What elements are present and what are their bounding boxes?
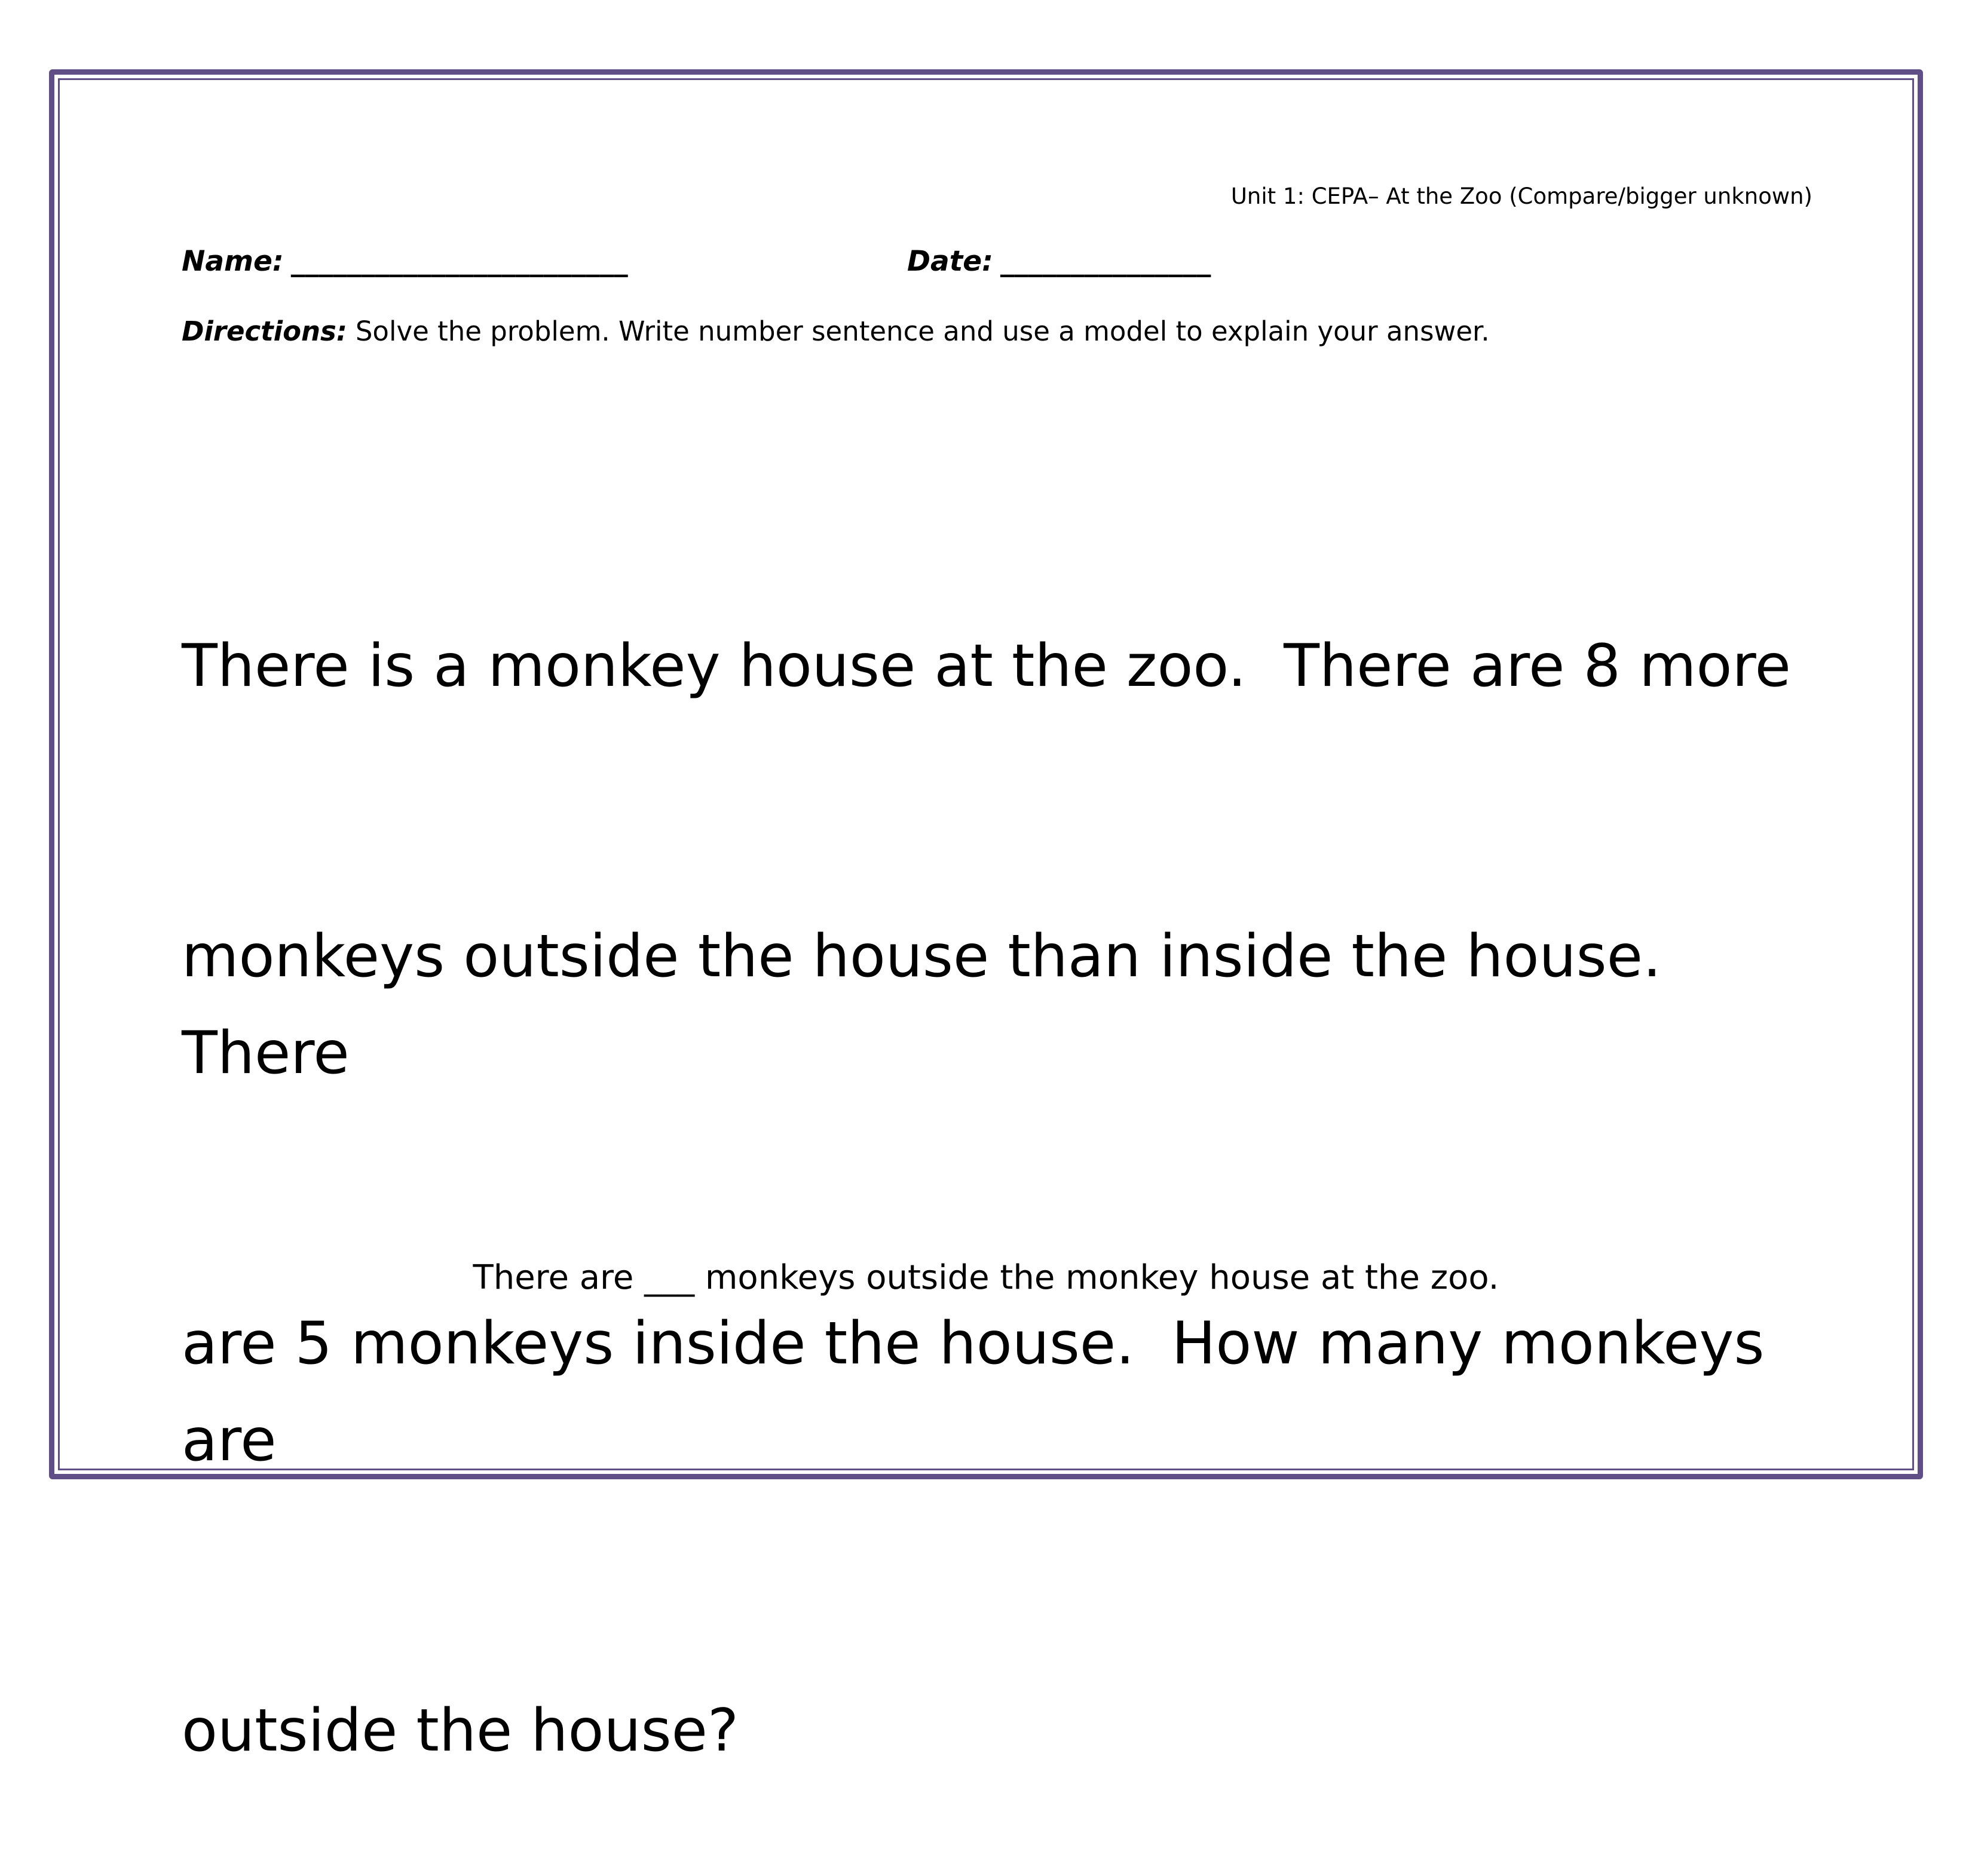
directions-label: Directions: bbox=[182, 315, 347, 347]
directions-text: Solve the problem. Write number sentence and use a model to explain your answer. bbox=[355, 315, 1490, 347]
unit-title: Unit 1: CEPA– At the Zoo (Compare/bigger unknown) bbox=[1230, 183, 1812, 209]
problem-line: are 5 monkeys inside the house. How many monkeys are bbox=[182, 1310, 1783, 1475]
word-problem bbox=[182, 424, 1807, 1876]
directions bbox=[182, 315, 1490, 347]
problem-line: monkeys outside the house than inside the house. There bbox=[182, 922, 1680, 1087]
date-field bbox=[907, 245, 1211, 278]
answer-sentence: There are ___ monkeys outside the monkey house at the zoo. bbox=[473, 1258, 1499, 1297]
name-label: Name: bbox=[182, 245, 284, 278]
date-label: Date: bbox=[907, 245, 993, 278]
problem-line: outside the house? bbox=[182, 1697, 739, 1765]
date-blank-line: _______________ bbox=[1000, 245, 1211, 278]
name-field bbox=[182, 245, 628, 278]
problem-line: There is a monkey house at the zoo. There are 8 more bbox=[182, 632, 1791, 700]
name-blank-line: ________________________ bbox=[290, 245, 628, 278]
